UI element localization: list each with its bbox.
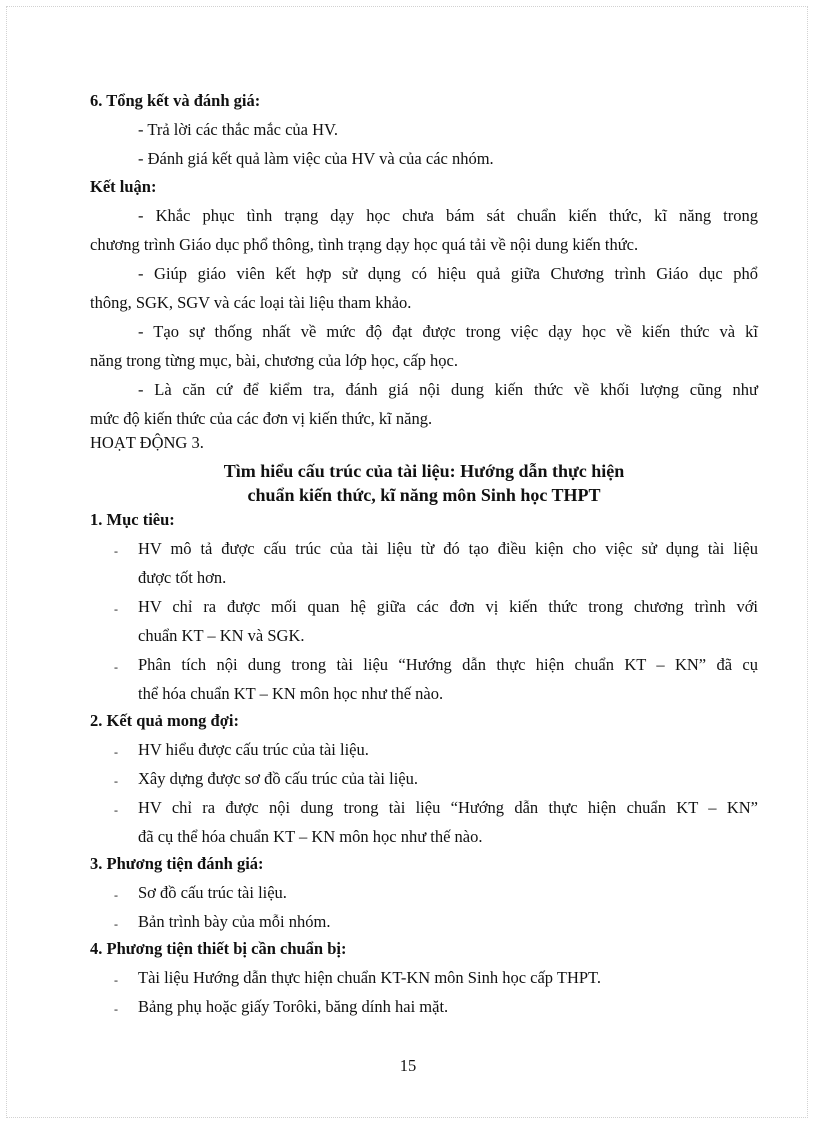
- evaluation-item-2: ‐ Bản trình bày của mỗi nhóm.: [90, 912, 758, 932]
- evaluation-heading: 3. Phương tiện đánh giá:: [90, 854, 264, 873]
- activity-label: HOẠT ĐỘNG 3.: [90, 433, 204, 452]
- objective-3-line2: thể hóa chuẩn KT – KN môn học như thế nào.: [138, 684, 444, 703]
- conclusion-p3-line2: năng trong từng mục, bài, chương của lớp học, cấp học.: [90, 351, 458, 370]
- expected-item-3-line1: ‐ HV chỉ ra được nội dung trong tài liệu “Hướng dẫn thực hiện chuẩn KT – KN”: [90, 798, 758, 818]
- objectives-heading: 1. Mục tiêu:: [90, 510, 175, 529]
- equipment-item-1: ‐ Tài liệu Hướng dẫn thực hiện chuẩn KT-KN môn Sinh học cấp THPT.: [90, 968, 758, 988]
- objective-2-line2: chuẩn KT – KN và SGK.: [138, 626, 305, 645]
- objective-2-line1: ‐ HV chỉ ra được mối quan hệ giữa các đơn vị kiến thức trong chương trình với: [90, 597, 758, 617]
- conclusion-p3-line1: - Tạo sự thống nhất về mức độ đạt được trong việc dạy học về kiến thức và kĩ: [138, 322, 758, 341]
- section6-heading: 6. Tổng kết và đánh giá:: [90, 91, 261, 110]
- expected-item-1: ‐ HV hiểu được cấu trúc của tài liệu.: [90, 740, 758, 760]
- section6-item-2: - Đánh giá kết quả làm việc của HV và của các nhóm.: [138, 149, 494, 168]
- expected-heading: 2. Kết quả mong đợi:: [90, 711, 239, 730]
- conclusion-p4-line2: mức độ kiến thức của các đơn vị kiến thức, kĩ năng.: [90, 409, 433, 428]
- conclusion-p4-line1: - Là căn cứ để kiểm tra, đánh giá nội dung kiến thức về khối lượng cũng như: [138, 380, 758, 399]
- expected-item-3-line2: đã cụ thể hóa chuẩn KT – KN môn học như thế nào.: [138, 827, 483, 846]
- page-number: 15: [399, 1056, 417, 1075]
- evaluation-item-1: ‐ Sơ đồ cấu trúc tài liệu.: [90, 883, 758, 903]
- conclusion-p2-line1: - Giúp giáo viên kết hợp sử dụng có hiệu quả giữa Chương trình Giáo dục phổ: [138, 264, 758, 283]
- conclusion-p2-line2: thông, SGK, SGV và các loại tài liệu tham khảo.: [90, 293, 412, 312]
- objective-1-line1: ‐ HV mô tả được cấu trúc của tài liệu từ đó tạo điều kiện cho việc sử dụng tài liệu: [90, 539, 758, 559]
- conclusion-p1-line2: chương trình Giáo dục phổ thông, tình trạng dạy học quá tải về nội dung kiến thức.: [90, 235, 639, 254]
- conclusion-p1-line1: - Khắc phục tình trạng dạy học chưa bám sát chuẩn kiến thức, kĩ năng trong: [138, 206, 758, 225]
- objective-1-line2: được tốt hơn.: [138, 568, 227, 587]
- section6-item-1: - Trả lời các thắc mắc của HV.: [138, 120, 338, 139]
- equipment-heading: 4. Phương tiện thiết bị cần chuẩn bị:: [90, 939, 347, 958]
- equipment-item-2: ‐ Bảng phụ hoặc giấy Torôki, băng dính hai mặt.: [90, 997, 758, 1017]
- conclusion-heading: Kết luận:: [90, 177, 157, 196]
- activity-title-line2: chuẩn kiến thức, kĩ năng môn Sinh học THPT: [247, 485, 601, 505]
- page-content: [90, 88, 758, 1017]
- expected-item-2: ‐ Xây dựng được sơ đồ cấu trúc của tài liệu.: [90, 769, 758, 789]
- objective-3-line1: ‐ Phân tích nội dung trong tài liệu “Hướng dẫn thực hiện chuẩn KT – KN” đã cụ: [90, 655, 758, 675]
- activity-title-line1: Tìm hiểu cấu trúc của tài liệu: Hướng dẫn thực hiện: [223, 461, 625, 481]
